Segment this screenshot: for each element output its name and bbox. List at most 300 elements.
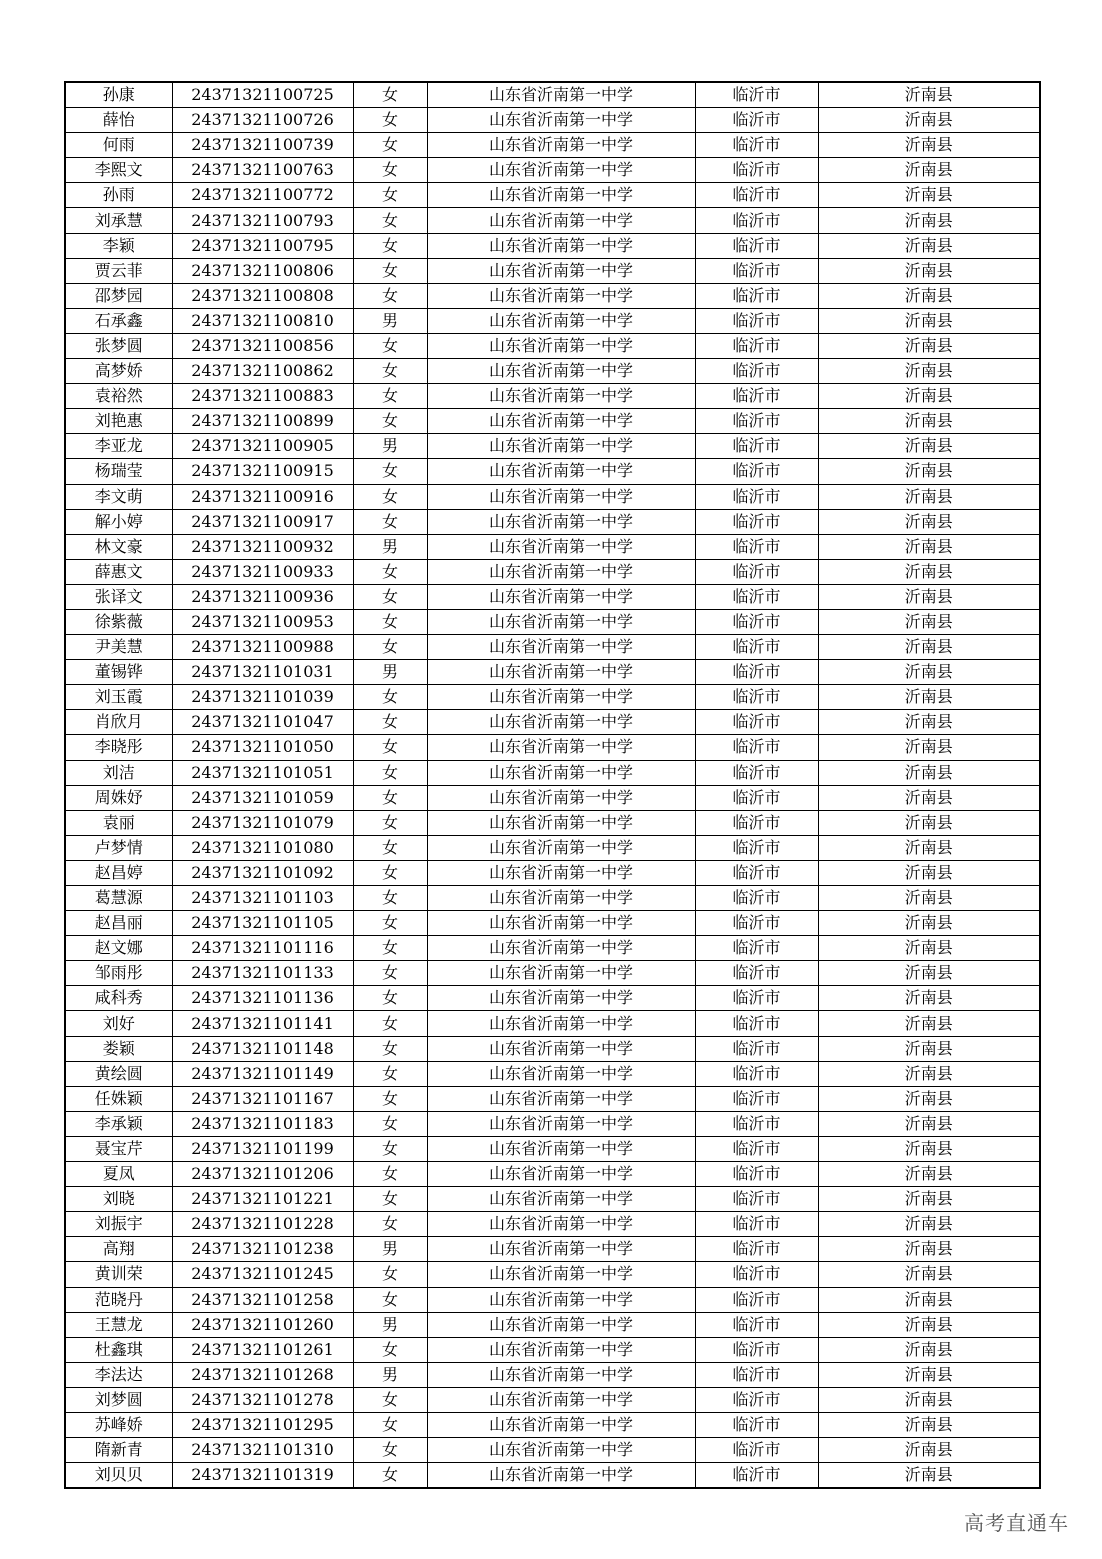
city-cell: 临沂市 — [695, 911, 818, 936]
gender-cell: 女 — [353, 1463, 427, 1489]
school-cell: 山东省沂南第一中学 — [427, 1212, 695, 1237]
school-cell: 山东省沂南第一中学 — [427, 936, 695, 961]
school-cell: 山东省沂南第一中学 — [427, 1387, 695, 1412]
exam-id-cell: 24371321101183 — [172, 1111, 353, 1136]
school-cell: 山东省沂南第一中学 — [427, 484, 695, 509]
county-cell: 沂南县 — [818, 1287, 1040, 1312]
school-cell: 山东省沂南第一中学 — [427, 1086, 695, 1111]
city-cell: 临沂市 — [695, 333, 818, 358]
exam-id-cell: 24371321101319 — [172, 1463, 353, 1489]
gender-cell: 女 — [353, 509, 427, 534]
exam-id-cell: 24371321101149 — [172, 1061, 353, 1086]
name-cell: 隋新青 — [65, 1438, 172, 1463]
school-cell: 山东省沂南第一中学 — [427, 1312, 695, 1337]
table-row — [65, 986, 1040, 1011]
exam-id-cell: 24371321101268 — [172, 1362, 353, 1387]
county-cell: 沂南县 — [818, 1262, 1040, 1287]
county-cell: 沂南县 — [818, 308, 1040, 333]
table-row — [65, 359, 1040, 384]
roster-body — [65, 82, 1040, 1488]
exam-id-cell: 24371321101260 — [172, 1312, 353, 1337]
county-cell: 沂南县 — [818, 911, 1040, 936]
school-cell: 山东省沂南第一中学 — [427, 760, 695, 785]
gender-cell: 女 — [353, 1287, 427, 1312]
school-cell: 山东省沂南第一中学 — [427, 108, 695, 133]
school-cell: 山东省沂南第一中学 — [427, 534, 695, 559]
exam-id-cell: 24371321101136 — [172, 986, 353, 1011]
city-cell: 临沂市 — [695, 1212, 818, 1237]
exam-id-cell: 24371321100763 — [172, 158, 353, 183]
school-cell: 山东省沂南第一中学 — [427, 911, 695, 936]
exam-id-cell: 24371321100856 — [172, 333, 353, 358]
gender-cell: 女 — [353, 735, 427, 760]
table-row — [65, 409, 1040, 434]
exam-id-cell: 24371321100883 — [172, 384, 353, 409]
exam-id-cell: 24371321100726 — [172, 108, 353, 133]
county-cell: 沂南县 — [818, 133, 1040, 158]
name-cell: 杜鑫琪 — [65, 1337, 172, 1362]
exam-id-cell: 24371321101258 — [172, 1287, 353, 1312]
gender-cell: 女 — [353, 158, 427, 183]
school-cell: 山东省沂南第一中学 — [427, 258, 695, 283]
school-cell: 山东省沂南第一中学 — [427, 685, 695, 710]
county-cell: 沂南县 — [818, 1036, 1040, 1061]
school-cell: 山东省沂南第一中学 — [427, 459, 695, 484]
city-cell: 临沂市 — [695, 860, 818, 885]
school-cell: 山东省沂南第一中学 — [427, 886, 695, 911]
gender-cell: 女 — [353, 1412, 427, 1437]
city-cell: 临沂市 — [695, 1011, 818, 1036]
name-cell: 尹美慧 — [65, 635, 172, 660]
county-cell: 沂南县 — [818, 936, 1040, 961]
gender-cell: 女 — [353, 459, 427, 484]
exam-id-cell: 24371321100810 — [172, 308, 353, 333]
exam-id-cell: 24371321100905 — [172, 434, 353, 459]
school-cell: 山东省沂南第一中学 — [427, 710, 695, 735]
school-cell: 山东省沂南第一中学 — [427, 1463, 695, 1489]
school-cell: 山东省沂南第一中学 — [427, 283, 695, 308]
city-cell: 临沂市 — [695, 1237, 818, 1262]
gender-cell: 女 — [353, 1011, 427, 1036]
gender-cell: 女 — [353, 1187, 427, 1212]
county-cell: 沂南县 — [818, 1086, 1040, 1111]
table-row — [65, 233, 1040, 258]
county-cell: 沂南县 — [818, 1111, 1040, 1136]
exam-id-cell: 24371321101105 — [172, 911, 353, 936]
city-cell: 临沂市 — [695, 1287, 818, 1312]
name-cell: 聂宝芹 — [65, 1136, 172, 1161]
name-cell: 肖欣月 — [65, 710, 172, 735]
name-cell: 李法达 — [65, 1362, 172, 1387]
exam-id-cell: 24371321101079 — [172, 810, 353, 835]
name-cell: 范晓丹 — [65, 1287, 172, 1312]
table-row — [65, 936, 1040, 961]
table-row — [65, 584, 1040, 609]
city-cell: 临沂市 — [695, 835, 818, 860]
name-cell: 刘玉霞 — [65, 685, 172, 710]
gender-cell: 女 — [353, 886, 427, 911]
school-cell: 山东省沂南第一中学 — [427, 810, 695, 835]
table-row — [65, 133, 1040, 158]
table-row — [65, 810, 1040, 835]
county-cell: 沂南县 — [818, 283, 1040, 308]
table-row — [65, 735, 1040, 760]
exam-id-cell: 24371321101228 — [172, 1212, 353, 1237]
county-cell: 沂南县 — [818, 183, 1040, 208]
name-cell: 张译文 — [65, 584, 172, 609]
county-cell: 沂南县 — [818, 1337, 1040, 1362]
gender-cell: 女 — [353, 1262, 427, 1287]
city-cell: 临沂市 — [695, 359, 818, 384]
school-cell: 山东省沂南第一中学 — [427, 308, 695, 333]
gender-cell: 女 — [353, 108, 427, 133]
table-row — [65, 1387, 1040, 1412]
school-cell: 山东省沂南第一中学 — [427, 233, 695, 258]
name-cell: 王慧龙 — [65, 1312, 172, 1337]
county-cell: 沂南县 — [818, 158, 1040, 183]
name-cell: 任姝颖 — [65, 1086, 172, 1111]
school-cell: 山东省沂南第一中学 — [427, 509, 695, 534]
county-cell: 沂南县 — [818, 359, 1040, 384]
school-cell: 山东省沂南第一中学 — [427, 1111, 695, 1136]
city-cell: 临沂市 — [695, 1362, 818, 1387]
gender-cell: 女 — [353, 82, 427, 108]
city-cell: 临沂市 — [695, 509, 818, 534]
exam-id-cell: 24371321100793 — [172, 208, 353, 233]
table-row — [65, 1011, 1040, 1036]
gender-cell: 女 — [353, 1387, 427, 1412]
table-row — [65, 1086, 1040, 1111]
school-cell: 山东省沂南第一中学 — [427, 434, 695, 459]
county-cell: 沂南县 — [818, 886, 1040, 911]
city-cell: 临沂市 — [695, 710, 818, 735]
name-cell: 赵昌婷 — [65, 860, 172, 885]
gender-cell: 女 — [353, 1111, 427, 1136]
exam-id-cell: 24371321101133 — [172, 961, 353, 986]
exam-id-cell: 24371321101278 — [172, 1387, 353, 1412]
table-row — [65, 911, 1040, 936]
city-cell: 临沂市 — [695, 685, 818, 710]
table-row — [65, 1262, 1040, 1287]
school-cell: 山东省沂南第一中学 — [427, 333, 695, 358]
gender-cell: 女 — [353, 1136, 427, 1161]
county-cell: 沂南县 — [818, 961, 1040, 986]
table-row — [65, 1463, 1040, 1489]
county-cell: 沂南县 — [818, 409, 1040, 434]
school-cell: 山东省沂南第一中学 — [427, 1287, 695, 1312]
school-cell: 山东省沂南第一中学 — [427, 559, 695, 584]
table-row — [65, 1312, 1040, 1337]
exam-id-cell: 24371321100988 — [172, 635, 353, 660]
name-cell: 周姝妤 — [65, 785, 172, 810]
city-cell: 临沂市 — [695, 1262, 818, 1287]
exam-id-cell: 24371321101295 — [172, 1412, 353, 1437]
name-cell: 李颖 — [65, 233, 172, 258]
table-row — [65, 283, 1040, 308]
city-cell: 临沂市 — [695, 1463, 818, 1489]
county-cell: 沂南县 — [818, 1061, 1040, 1086]
city-cell: 临沂市 — [695, 82, 818, 108]
school-cell: 山东省沂南第一中学 — [427, 986, 695, 1011]
table-row — [65, 108, 1040, 133]
gender-cell: 女 — [353, 1036, 427, 1061]
county-cell: 沂南县 — [818, 333, 1040, 358]
table-row — [65, 459, 1040, 484]
table-row — [65, 534, 1040, 559]
gender-cell: 女 — [353, 1212, 427, 1237]
table-row — [65, 635, 1040, 660]
name-cell: 苏峰娇 — [65, 1412, 172, 1437]
gender-cell: 女 — [353, 911, 427, 936]
name-cell: 杨瑞莹 — [65, 459, 172, 484]
exam-id-cell: 24371321100953 — [172, 609, 353, 634]
gender-cell: 女 — [353, 810, 427, 835]
name-cell: 刘贝贝 — [65, 1463, 172, 1489]
table-row — [65, 1362, 1040, 1387]
table-row — [65, 1061, 1040, 1086]
gender-cell: 女 — [353, 283, 427, 308]
county-cell: 沂南县 — [818, 1136, 1040, 1161]
school-cell: 山东省沂南第一中学 — [427, 183, 695, 208]
gender-cell: 女 — [353, 936, 427, 961]
city-cell: 临沂市 — [695, 735, 818, 760]
city-cell: 临沂市 — [695, 183, 818, 208]
county-cell: 沂南县 — [818, 82, 1040, 108]
city-cell: 临沂市 — [695, 785, 818, 810]
watermark-text: 高考直通车 — [964, 1511, 1069, 1535]
exam-id-cell: 24371321101050 — [172, 735, 353, 760]
table-row — [65, 183, 1040, 208]
city-cell: 临沂市 — [695, 133, 818, 158]
exam-id-cell: 24371321100899 — [172, 409, 353, 434]
table-row — [65, 785, 1040, 810]
city-cell: 临沂市 — [695, 434, 818, 459]
name-cell: 高翔 — [65, 1237, 172, 1262]
exam-id-cell: 24371321101103 — [172, 886, 353, 911]
county-cell: 沂南县 — [818, 660, 1040, 685]
school-cell: 山东省沂南第一中学 — [427, 1362, 695, 1387]
county-cell: 沂南县 — [818, 835, 1040, 860]
city-cell: 临沂市 — [695, 1438, 818, 1463]
gender-cell: 女 — [353, 359, 427, 384]
school-cell: 山东省沂南第一中学 — [427, 635, 695, 660]
county-cell: 沂南县 — [818, 1212, 1040, 1237]
exam-id-cell: 24371321101116 — [172, 936, 353, 961]
county-cell: 沂南县 — [818, 635, 1040, 660]
table-row — [65, 1337, 1040, 1362]
gender-cell: 女 — [353, 258, 427, 283]
gender-cell: 女 — [353, 835, 427, 860]
name-cell: 葛慧源 — [65, 886, 172, 911]
table-row — [65, 660, 1040, 685]
school-cell: 山东省沂南第一中学 — [427, 359, 695, 384]
school-cell: 山东省沂南第一中学 — [427, 158, 695, 183]
county-cell: 沂南县 — [818, 685, 1040, 710]
county-cell: 沂南县 — [818, 860, 1040, 885]
exam-id-cell: 24371321101039 — [172, 685, 353, 710]
exam-id-cell: 24371321101245 — [172, 1262, 353, 1287]
school-cell: 山东省沂南第一中学 — [427, 1036, 695, 1061]
table-row — [65, 484, 1040, 509]
table-row — [65, 258, 1040, 283]
county-cell: 沂南县 — [818, 810, 1040, 835]
gender-cell: 女 — [353, 1162, 427, 1187]
exam-id-cell: 24371321100932 — [172, 534, 353, 559]
school-cell: 山东省沂南第一中学 — [427, 1011, 695, 1036]
name-cell: 袁裕然 — [65, 384, 172, 409]
name-cell: 孙雨 — [65, 183, 172, 208]
name-cell: 刘梦圆 — [65, 1387, 172, 1412]
county-cell: 沂南县 — [818, 1412, 1040, 1437]
gender-cell: 女 — [353, 860, 427, 885]
gender-cell: 女 — [353, 1086, 427, 1111]
county-cell: 沂南县 — [818, 1362, 1040, 1387]
school-cell: 山东省沂南第一中学 — [427, 1262, 695, 1287]
city-cell: 临沂市 — [695, 936, 818, 961]
exam-id-cell: 24371321100806 — [172, 258, 353, 283]
exam-id-cell: 24371321101148 — [172, 1036, 353, 1061]
exam-id-cell: 24371321101059 — [172, 785, 353, 810]
school-cell: 山东省沂南第一中学 — [427, 1438, 695, 1463]
school-cell: 山东省沂南第一中学 — [427, 961, 695, 986]
city-cell: 临沂市 — [695, 1086, 818, 1111]
table-row — [65, 1162, 1040, 1187]
county-cell: 沂南县 — [818, 760, 1040, 785]
city-cell: 临沂市 — [695, 1036, 818, 1061]
gender-cell: 男 — [353, 1312, 427, 1337]
gender-cell: 男 — [353, 1237, 427, 1262]
gender-cell: 女 — [353, 384, 427, 409]
name-cell: 林文豪 — [65, 534, 172, 559]
exam-id-cell: 24371321100862 — [172, 359, 353, 384]
city-cell: 临沂市 — [695, 484, 818, 509]
table-row — [65, 860, 1040, 885]
exam-id-cell: 24371321101167 — [172, 1086, 353, 1111]
city-cell: 临沂市 — [695, 1162, 818, 1187]
name-cell: 董锡铧 — [65, 660, 172, 685]
city-cell: 临沂市 — [695, 1187, 818, 1212]
name-cell: 赵文娜 — [65, 936, 172, 961]
table-row — [65, 1136, 1040, 1161]
name-cell: 石承鑫 — [65, 308, 172, 333]
table-row — [65, 158, 1040, 183]
gender-cell: 女 — [353, 133, 427, 158]
table-row — [65, 509, 1040, 534]
school-cell: 山东省沂南第一中学 — [427, 1337, 695, 1362]
table-row — [65, 835, 1040, 860]
county-cell: 沂南县 — [818, 1312, 1040, 1337]
exam-id-cell: 24371321101310 — [172, 1438, 353, 1463]
gender-cell: 女 — [353, 233, 427, 258]
county-cell: 沂南县 — [818, 1438, 1040, 1463]
city-cell: 临沂市 — [695, 108, 818, 133]
gender-cell: 女 — [353, 986, 427, 1011]
exam-id-cell: 24371321100917 — [172, 509, 353, 534]
city-cell: 临沂市 — [695, 559, 818, 584]
exam-id-cell: 24371321101051 — [172, 760, 353, 785]
exam-id-cell: 24371321101206 — [172, 1162, 353, 1187]
gender-cell: 女 — [353, 961, 427, 986]
city-cell: 临沂市 — [695, 760, 818, 785]
city-cell: 临沂市 — [695, 961, 818, 986]
city-cell: 临沂市 — [695, 1337, 818, 1362]
table-row — [65, 685, 1040, 710]
exam-id-cell: 24371321101047 — [172, 710, 353, 735]
name-cell: 赵昌丽 — [65, 911, 172, 936]
name-cell: 刘晓 — [65, 1187, 172, 1212]
table-row — [65, 1438, 1040, 1463]
gender-cell: 女 — [353, 685, 427, 710]
name-cell: 薛惠文 — [65, 559, 172, 584]
gender-cell: 男 — [353, 308, 427, 333]
name-cell: 徐紫薇 — [65, 609, 172, 634]
name-cell: 何雨 — [65, 133, 172, 158]
table-row — [65, 1187, 1040, 1212]
city-cell: 临沂市 — [695, 609, 818, 634]
city-cell: 临沂市 — [695, 534, 818, 559]
county-cell: 沂南县 — [818, 208, 1040, 233]
school-cell: 山东省沂南第一中学 — [427, 735, 695, 760]
gender-cell: 女 — [353, 208, 427, 233]
county-cell: 沂南县 — [818, 584, 1040, 609]
city-cell: 临沂市 — [695, 158, 818, 183]
city-cell: 临沂市 — [695, 1061, 818, 1086]
name-cell: 黄训荣 — [65, 1262, 172, 1287]
name-cell: 李承颖 — [65, 1111, 172, 1136]
gender-cell: 女 — [353, 635, 427, 660]
county-cell: 沂南县 — [818, 785, 1040, 810]
city-cell: 临沂市 — [695, 384, 818, 409]
school-cell: 山东省沂南第一中学 — [427, 1136, 695, 1161]
county-cell: 沂南县 — [818, 233, 1040, 258]
city-cell: 临沂市 — [695, 258, 818, 283]
school-cell: 山东省沂南第一中学 — [427, 1162, 695, 1187]
school-cell: 山东省沂南第一中学 — [427, 835, 695, 860]
city-cell: 临沂市 — [695, 1136, 818, 1161]
table-row — [65, 760, 1040, 785]
county-cell: 沂南县 — [818, 986, 1040, 1011]
school-cell: 山东省沂南第一中学 — [427, 1412, 695, 1437]
school-cell: 山东省沂南第一中学 — [427, 82, 695, 108]
gender-cell: 男 — [353, 1362, 427, 1387]
gender-cell: 女 — [353, 760, 427, 785]
name-cell: 咸科秀 — [65, 986, 172, 1011]
table-row — [65, 1237, 1040, 1262]
exam-id-cell: 24371321101080 — [172, 835, 353, 860]
table-row — [65, 961, 1040, 986]
exam-id-cell: 24371321100795 — [172, 233, 353, 258]
exam-id-cell: 24371321100772 — [172, 183, 353, 208]
city-cell: 临沂市 — [695, 308, 818, 333]
name-cell: 黄绘圆 — [65, 1061, 172, 1086]
exam-id-cell: 24371321101141 — [172, 1011, 353, 1036]
exam-id-cell: 24371321101221 — [172, 1187, 353, 1212]
table-row — [65, 1212, 1040, 1237]
city-cell: 临沂市 — [695, 283, 818, 308]
gender-cell: 男 — [353, 534, 427, 559]
exam-id-cell: 24371321101199 — [172, 1136, 353, 1161]
county-cell: 沂南县 — [818, 1187, 1040, 1212]
name-cell: 刘承慧 — [65, 208, 172, 233]
city-cell: 临沂市 — [695, 635, 818, 660]
city-cell: 临沂市 — [695, 1387, 818, 1412]
exam-id-cell: 24371321100933 — [172, 559, 353, 584]
city-cell: 临沂市 — [695, 409, 818, 434]
county-cell: 沂南县 — [818, 710, 1040, 735]
name-cell: 卢梦情 — [65, 835, 172, 860]
county-cell: 沂南县 — [818, 1011, 1040, 1036]
city-cell: 临沂市 — [695, 660, 818, 685]
